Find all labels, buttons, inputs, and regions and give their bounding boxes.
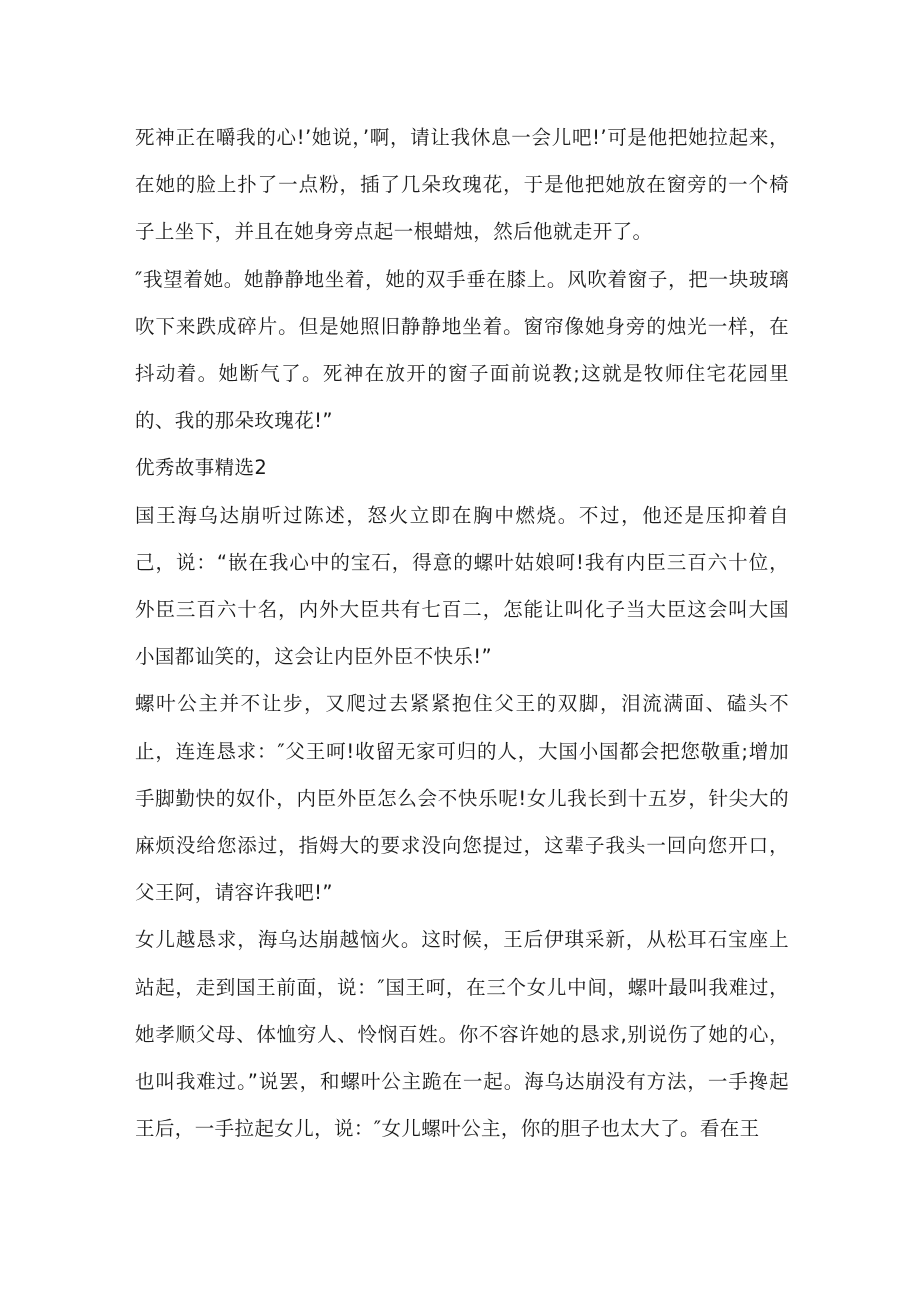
story-paragraph-1: 死神正在嚼我的心!’她说，’啊，请让我休息一会儿吧!’可是他把她拉起来，在她的脸上扑了一点粉，插了几朵玫瑰花，于是他把她放在窗旁的一个椅子上坐下，并且在她身旁点起一根蜡烛，然后他就走开了。 <box>135 126 789 244</box>
story-paragraph-4: 螺叶公主并不让步，又爬过去紧紧抱住父王的双脚，泪流满面、磕头不止，连连恳求：″父王呵!收留无家可归的人，大国小国都会把您敬重;增加手脚勤快的奴仆，内臣外臣怎么会不快乐呢!女儿我长到十五岁，针尖大的麻烦没给您添过，指姆大的要求没向您提过，这辈子我头一回向您开口，父王阿，请容许我吧!” <box>135 692 789 905</box>
story-paragraph-2: ″我望着她。她静静地坐着，她的双手垂在膝上。风吹着窗子，把一块玻璃吹下来跌成碎片。但是她照旧静静地坐着。窗帘像她身旁的烛光一样，在抖动着。她断气了。死神在放开的窗子面前说教;这就是牧师住宅花园里的、我的那朵玫瑰花!” <box>135 267 789 433</box>
story-paragraph-3: 国王海乌达崩听过陈述，怒火立即在胸中燃烧。不过，他还是压抑着自己，说：“嵌在我心中的宝石，得意的螺叶姑娘呵!我有内臣三百六十位，外臣三百六十名，内外大臣共有七百二，怎能让叫化子当大臣这会叫大国小国都讪笑的，这会让内臣外臣不快乐!” <box>135 503 789 669</box>
story-paragraph-5: 女儿越恳求，海乌达崩越恼火。这时候，王后伊琪采新，从松耳石宝座上站起，走到国王前面，说：″国王呵，在三个女儿中间，螺叶最叫我难过，她孝顺父母、体恤穷人、怜悯百姓。你不容许她的恳求,别说伤了她的心，也叫我难过。”说罢，和螺叶公主跪在一起。海乌达崩没有方法，一手搀起王后，一手拉起女儿，说：″女儿螺叶公主，你的胆子也太大了。看在王 <box>135 928 789 1141</box>
document-page <box>135 114 789 1152</box>
section-heading: 优秀故事精选2 <box>135 456 268 480</box>
